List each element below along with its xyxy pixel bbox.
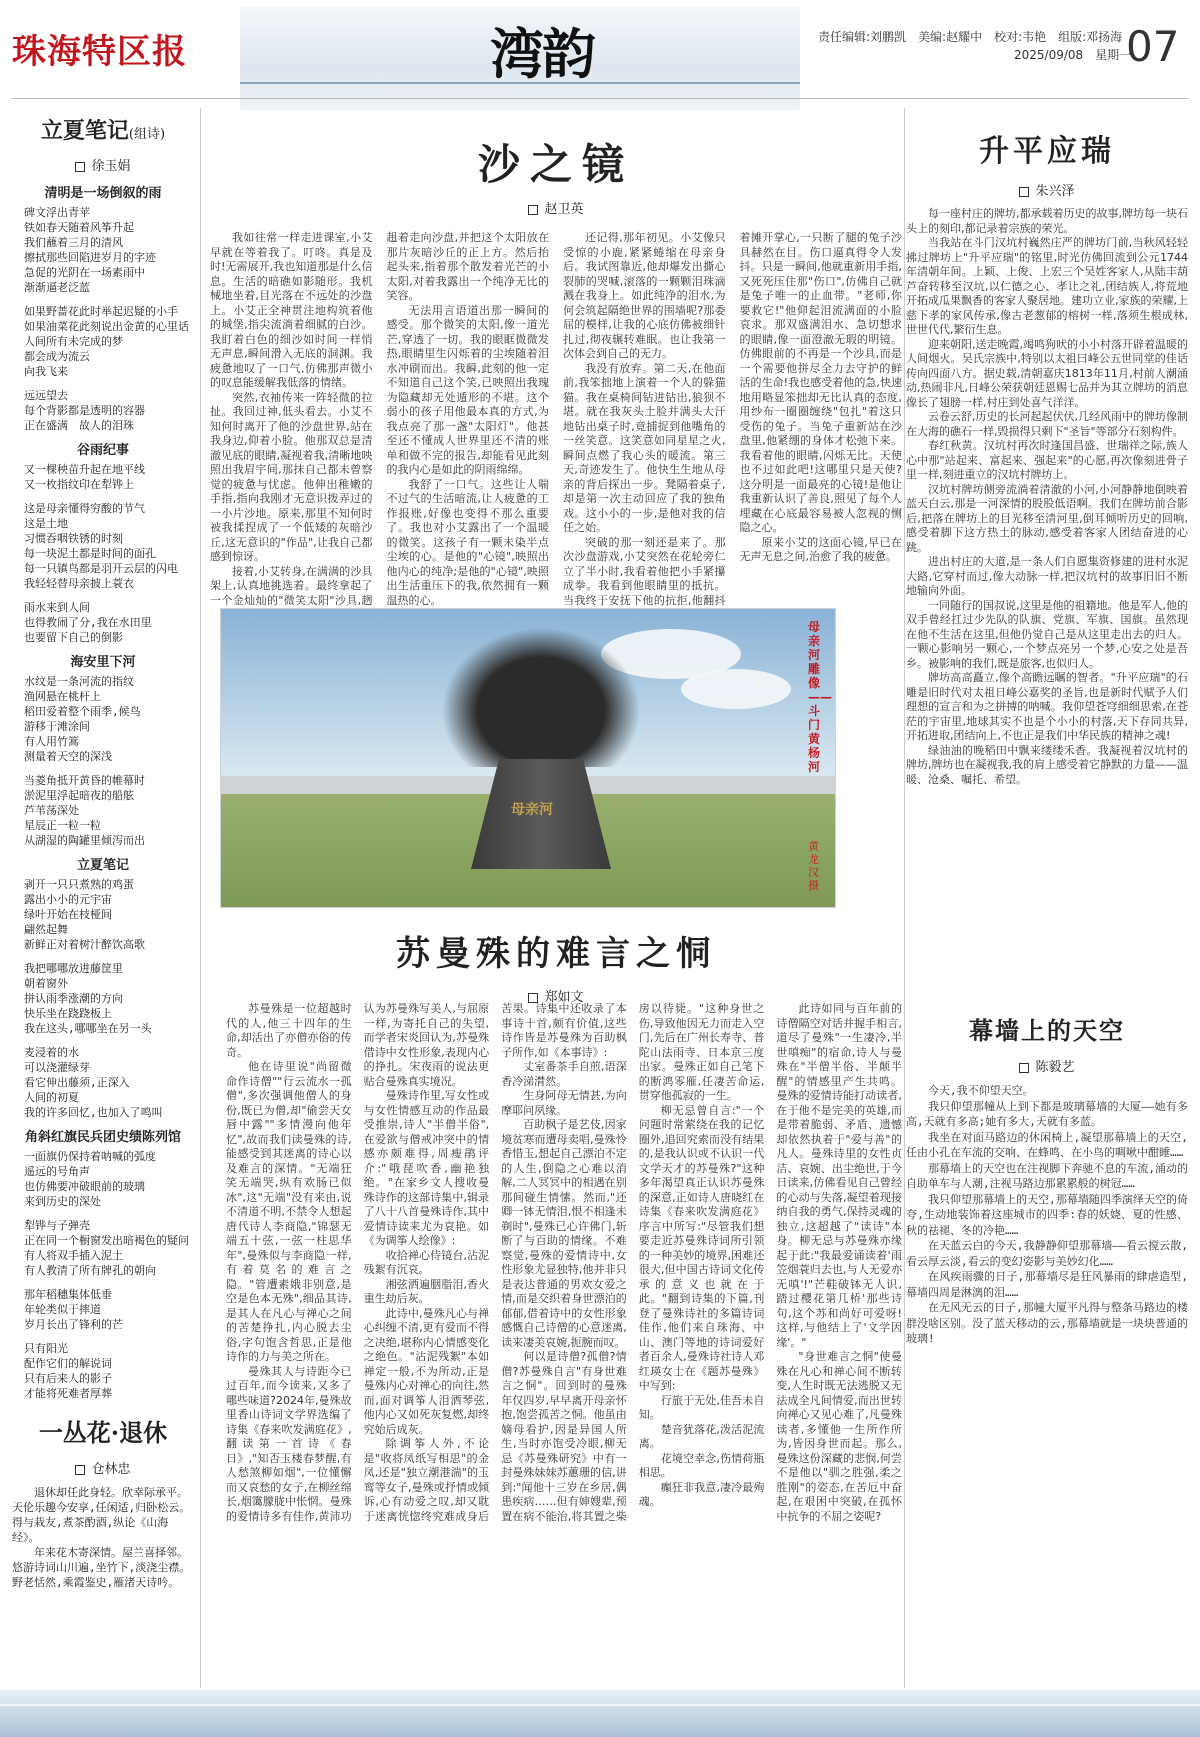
poem-line: 又一棵秧苗升起在地平线 (24, 463, 145, 476)
poem-line: 渔网悬在桃杆上 (24, 690, 101, 703)
poem-line: 游移于滩涂间 (24, 720, 90, 733)
right-column (906, 104, 1188, 1423)
poem-section-heading: 谷雨纪事 (76, 443, 129, 458)
poem-line: 年轮类似于摔道 (24, 1303, 101, 1316)
poem-line: 水纹是一条河流的指纹 (24, 675, 134, 688)
paragraph: 湘弦洒遍胭脂泪,香火重生劫后灰。 (363, 1277, 490, 1305)
paragraph: 丈室番茶手自煎,语深香冷涕潸然。 (501, 1060, 627, 1088)
poem-line: 测量着天空的深浅 (24, 750, 112, 763)
poem-line: 这是母亲懂得穷酸的节气 (24, 502, 145, 515)
left-column (12, 104, 194, 1684)
article2-body (226, 1002, 902, 1530)
poem-section-heading: 海安里下河 (70, 655, 136, 670)
poem-line: 擦拭那些回陷进岁月的字迹 (24, 251, 156, 264)
stanza-gap (24, 295, 194, 304)
article2-byline: 郑如文 (210, 986, 902, 1005)
poem-stanzas (12, 462, 194, 645)
poem-line: 看它伸出藤须,正深入 (24, 1076, 130, 1089)
paragraph: 牌坊高高矗立,像个高瞻远瞩的智者。"升平应瑞"的石雕是旧时代对太祖日峰公嘉奖的圣旨,也是新时代赋予人们理想的宣言和为之拼搏的呐喊。我仰望苍穹细细思索,在苍茫的宇宙里,地球其实不也是个小小的村落,天下存同共异,开拓进取,团结向上,不也正是我们中华民族的精神之魂! (906, 671, 1188, 742)
poem2-body (12, 1126, 194, 1401)
poem-line: 才能将死难者厚葬 (24, 1387, 112, 1400)
poem-line: 年来花木寄深情。屋兰喜择邻。悠游诗词山川遍,坐竹下,淡浇尘襟。野老恬然,乘霞鉴史,雁渚天诗吟。 (12, 1546, 191, 1589)
poem-line: 碑文浮出青苹 (24, 206, 90, 219)
poem-line: 剥开一只只煮熟的鸡蛋 (24, 878, 134, 891)
paragraph: 癫狂非我意,凄冷最殉魂。 (638, 1480, 765, 1508)
right-article2-body (906, 1083, 1188, 1423)
paragraph: 每一座村庄的牌坊,都承载着历史的故事,牌坊每一块石头上的刻印,都记录着宗族的荣光。 (906, 207, 1188, 235)
poem-line: 都会成为流云 (24, 350, 90, 363)
paragraph: 还记得,那年初见。小艾像只受惊的小鹿,紧紧蜷缩在母亲身后。我试图靠近,他却爆发出撕心裂肺的哭喊,滚落的一颗颗泪珠滴溅在我身上。如此纯净的泪水,为何会筑起隔绝世界的围墙呢?那委屈的模样,让我的心底仿佛被细针扎过,彻夜辗转难眠。也让我第一次体会到自己的无力。 (563, 231, 726, 360)
paragraph: 进出村庄的大道,是一条人们自愿集资修建的进村水泥大路,它穿村而过,像大动脉一样,把汉坑村的故事旧旧不断地输向外面。 (906, 555, 1188, 597)
poem-line: 配作它们的解说词 (24, 1357, 112, 1370)
pedestal-inscription: 母亲河 (511, 802, 553, 818)
paragraph: 百助枫子是艺伎,因家境贫寒而遭母卖唱,曼殊怜香惜玉,想起自己漂泊不定的人生,倒隐之心难以消解,二人冥冥中的相遇在别那间碰生情愫。然而,"还卿一钵无情泪,恨不相逢未剃时",曼殊已心许佛门,斩断了与百助的情缘。不难察觉,曼殊的爱情诗中,女性形象尤显独特,他并非只是表达普通的男欢女爱之情,而是交织着身世漂泊的郁郁,借着诗中的女性形象感慨自己诗僧的心意迷离,读来凄美哀婉,扼腕而叹。 (501, 1118, 627, 1349)
poem-line: 快乐坐在跷跷板上 (24, 1007, 112, 1020)
stanza-gap (24, 379, 194, 388)
poem-line: 远远望去 (24, 389, 68, 402)
poem-line: 露出小小的元宇宙 (24, 893, 112, 906)
stanza-gap (24, 1036, 194, 1045)
statue-figure (441, 627, 641, 767)
paragraph: 花境空幸念,伤情荷瓶相思。 (638, 1451, 765, 1479)
paragraph: 我坐在对面马路边的休闲椅上,凝望那幕墙上的天空,任由小孔在车流的交响、在蜂鸣、在小鸟的啁啾中酣睡…… (906, 1130, 1188, 1159)
paragraph: 我只仰望那幢从上到下都是玻璃幕墙的大厦——她有多高,天就有多高;她有多大,天就有多蓝。 (906, 1099, 1188, 1128)
byline-box-icon (1019, 1063, 1029, 1073)
poem-line: 一面旗仍保持着呐喊的弧度 (24, 1150, 156, 1163)
stanza-gap (24, 1278, 194, 1287)
paragraph: 在无风无云的日子,那幢大厦平凡得与整条马路边的楼群没啥区别。没了蓝天移动的云,那幕墙就是一块块普通的玻璃! (906, 1301, 1188, 1345)
poem-line: 铁如春天随着风筝升起 (24, 221, 134, 234)
poem-line: 人间所有未完成的梦 (24, 335, 123, 348)
poem-line: 新鲜正对着树汁醉饮高歌 (24, 938, 145, 951)
poem-line: 也得教闹了分,我在水田里 (24, 616, 152, 629)
poem-line: 正在同一个橱窗发出暗褐色的疑问 (24, 1234, 189, 1247)
poem-line: 有人用竹篙 (24, 735, 79, 748)
paragraph: 行旅于无处,佳吾未自知。 (638, 1393, 765, 1421)
poem-line: 每一只镇鸟都是羽开云层的闪电 (24, 562, 178, 575)
poem-line: 那年稻穗集体低垂 (24, 1288, 112, 1301)
paragraph: 柳无忌曾自言:"一个问题时常萦绕在我的记忆圈外,追回究索而没有结果的,是我认识或不认识一代文学天才的苏曼殊?"这种多年渴望真正认识苏曼殊的深意,正如诗人唐晓红在诗集《春来吹发满庭花》序言中所写:"尽管我们想要走近苏曼殊诗词所引领的一种美妙的境界,困难还很大,但中国古诗词文化传承的意义也就在于此。"翻到诗集的下篇,刊登了曼殊诗社的多篇诗词佳作,他们来自珠海、中山、澳门等地的诗词爱好者百余人,曼殊诗社诗人邓红瑛女士在《题苏曼殊》中写到: (638, 1103, 765, 1392)
poem-line: 人间的初夏 (24, 1091, 79, 1104)
paragraph: 突破的那一刻还是来了。那次沙盘游戏,小艾突然在花轮旁仁立了半小时,我看着他把小手紧攥成拳。我看到他眼睛里的抵抗。当我终于安抚下他的抗拒,他翻抖着摊开掌心,一只断了腿的兔子沙具赫然在目。伤口逼真得令人发抖。只是一瞬间,他就重新用手指,又死死压住那"伤口",仿佛自己就是兔子唯一的止血带。"老师,你要救它!"他仰起泪流满面的小脸哀求。那双盛满泪水、急切想求的眼睛,像一面澄澈无瑕的明镜。仿佛眼前的不再是一个沙具,而是一个需要他拼尽全力去守护的鲜活的生命!我也感受着他的急,快速地用略显笨拙却无比认真的态度,用纱布一圈圈缠绕"包扎"着这只受伤的兔子。当兔子重新站在沙盘里,他紧绷的身体才松弛下来。我看着他的眼睛,闪烁无比。天使也不过如此吧!这哪里只是天使?这分明是一面最亮的心镜!是他让我重新认识了善良,照见了每个人埋藏在心底最容易被人忽视的恻隐之心。 (563, 231, 902, 607)
byline-box-icon (1019, 187, 1029, 197)
poem-line: 如果野蔷花此时举起迟疑的小手 (24, 305, 178, 318)
poem-line: 每个背影都是透明的容器 (24, 404, 145, 417)
poem-line: 也要留下自己的倒影 (24, 631, 123, 644)
poem-line: 只有后来人的影子 (24, 1372, 112, 1385)
paragraph: 在天蓝云白的今天,我静静仰望那幕墙——看云搅云散,看云厚云淡,看云的变幻姿影与美妙幻化…… (906, 1239, 1188, 1268)
photo-credit: 黄龙汉 摄 (808, 840, 819, 892)
poem-line: 有人将双手插入泥土 (24, 1249, 123, 1262)
column-divider (200, 108, 201, 1688)
section-title: 湾韵 (490, 22, 594, 86)
poem-line: 如果油菜花此刻说出金黄的心里话 (24, 320, 189, 333)
poem1-body (12, 182, 194, 1120)
issue-date: 2025/09/08 星期一 (1014, 48, 1132, 62)
center-column (210, 104, 902, 621)
page-header (0, 0, 1200, 96)
paragraph: 云卷云舒,历史的长河起起伏伏,几经风雨中的牌坊像制在大海的礁石一样,毁损得只剩下"圣旨"等部分石刻构件。 (906, 410, 1188, 438)
paragraph: 迎来朝阳,送走晚霞,竭鸣狗吠的小小村落开辟着温暖的人间烟火。吴氏宗族中,特别以太祖曰峰公五世同堂的佳话传向四面八方。据史载,清朝嘉庆1813年11月,村前人潮涌动,热闹非凡,日峰公荣获朝廷恩赐七品并为其立牌坊的消息像长了翅膀一样,村庄到处喜气洋洋。 (906, 337, 1188, 409)
poem3-byline: 仓林忠 (12, 1458, 194, 1477)
poem-line: 有人教清了所有牌孔的朝向 (24, 1264, 156, 1277)
paragraph: 汉坑村牌坊侧旁流淌着清澈的小河,小河静静地倒映着蓝天白云,那是一河深情的股股低语啊。我们在牌坊前合影后,把落在牌坊上的目光移至清河里,倒耳倾听历史的回响,感受着脚下这方热土的脉动,感受着客家人团结奋进的心跳。 (906, 482, 1188, 554)
poem-line: 稻田爱着整个雨季,候鸟 (24, 705, 141, 718)
paragraph: 突然,衣袖传来一阵轻微的拉扯。我回过神,低头看去。小艾不知何时离开了他的沙盘世界,站在我身边,仰着小脸。他那双总是清澈见底的眼睛,凝视着我,清晰地映照出我眉宇间,那抹自己都未曾察觉的疲惫与忧虑。他伸出稚嫩的手指,指向我刚才无意识拨弄过的一小片沙地。原来,那里不知何时被我揉捏成了一个低矮的灰暗沙丘,这无意识的"作品",让我自己都感到惊讶。 (210, 390, 373, 563)
right-article1-title: 升平应瑞 (979, 134, 1115, 169)
paragraph: 他在诗里说"尚留微命作诗僧""行云流水一孤僧",多次强调他僧人的身份,既已为僧,却"偷尝天女唇中露""多情漫向他年忆",故而我们读曼殊的诗,能感受到其迷离的诗心以及难言的深情。"无端狂笑无端哭,纵有欢肠已似冰",这"无端"没有来由,说不清道不明,不禁令人想起唐代诗人李商隐,"锦瑟无端五十弦,一弦一柱思华年",曼殊似与李商隐一样,有着莫名的难言之隐。"管遭素娥非别意,是空是色本无殊",细品其诗,是其人在凡心与禅心之间的苦楚挣扎,内心脱去尘俗,字句饱含哲思,正是他诗作的力与美之所在。 (226, 1060, 352, 1363)
byline-box-icon (528, 993, 538, 1003)
poem-line: 每一块泥土都是时间的面孔 (24, 547, 156, 560)
byline-box-icon (75, 1465, 85, 1475)
poem-line: 犁铧与子弹壳 (24, 1219, 90, 1232)
editor-credits: 责任编辑:刘鹏凯 美编:赵耀中 校对:韦艳 组版:邓扬海 (818, 30, 1123, 44)
paragraph: 无法用言语道出那一瞬间的感受。那个微笑的太阳,像一道光芒,穿透了一切。我的眼眶微微发热,眼睛里生闪烁着的尘埃随着泪水冲刷而出。我瞬,此刻的他一定不知道自己这个笑,已映照出我瑰为隐藏却无处遁形的不堪。这个弱小的孩子用他最本真的方式,为我点亮了那一盏"太阳灯"。他甚至还不懂成人世界里还不清的账单和做不完的报告,却能看见此刻的我内心是如此的阴雨绵绵。 (386, 303, 549, 476)
article2-title: 苏曼殊的难言之恫 (396, 934, 716, 974)
poem-line: 从湖湿的陶罐里倾泻而出 (24, 834, 145, 847)
poem-line: 星辰正一粒一粒 (24, 819, 101, 832)
stanza-gap (24, 591, 194, 600)
poem-line: 急促的光阴在一场素雨中 (24, 266, 145, 279)
photo-cloud (681, 669, 791, 709)
poem-line: 当菱角抵开黄昏的帷幕时 (24, 774, 145, 787)
paragraph: 曼殊诗作里,写女性或与女性情感互动的作品最受推崇,诗人"半僧半俗",在爱欲与僧戒冲突中的情感亦颇难得,周瘦鹃评介:"哦琵吹香,幽艳独绝。"在家乡文人搜收曼殊诗作的这部诗集中,辑录了八十八首曼殊诗作,其中爱情诗读来尤为哀艳。如《为调筝人绘像》: (363, 1089, 490, 1247)
wave-line (0, 1704, 1200, 1710)
poem-section-heading: 角斜红旗民兵团史绩陈列馆 (24, 1130, 181, 1145)
paragraph: 此诗中,曼殊凡心与禅心纠缠不清,更有爱而不得之决绝,堪称内心情感变化之绝色。"沾泥残絮"本如禅定一般,不为所动,正是曼殊内心对禅心的向往,然而,面对调筝人泪洒琴弦,他内心又如死灰复燃,却终究始后成灰。 (363, 1306, 490, 1436)
paragraph: 今天,我不仰望天空。 (928, 1084, 1034, 1097)
byline-box-icon (528, 205, 538, 215)
poem-stanzas (12, 674, 194, 848)
header-divider (12, 98, 1188, 99)
poem-line: 向我飞来 (24, 365, 68, 378)
poem-line: 拼认雨季涨潮的方向 (24, 992, 123, 1005)
paragraph: 我只仰望那幕墙上的天空,那幕墙随四季演绎天空的倚夸,生动地装饰着这座城市的四季:春的妖娆、夏的性感、秋的祛褪、冬的冷艳…… (906, 1192, 1188, 1237)
poem-stanzas (12, 205, 194, 433)
paragraph: 收拾禅心侍镜台,沾泥残絮有沉哀。 (363, 1248, 490, 1276)
poem-line: 淤泥里浮起暗夜的船舷 (24, 789, 134, 802)
poem-line: 翩然起舞 (24, 923, 68, 936)
paragraph: 除调筝人外,不论是"收将凤纸写相思"的金凤,还是"独立潮港湍"的玉鸾等女子,曼殊或抒情或倾诉,心有动爱之叹,却又耽于迷离恍惚终究难成身后苦果。诗集中还收录了本事诗十首,颇有价值,这些诗作皆是苏曼殊为百助枫子所作,如《本事诗》: (363, 1002, 627, 1523)
poem-line: 岁月长出了锋利的芒 (24, 1318, 123, 1331)
poem-line: 我们蘸着三月的清风 (24, 236, 123, 249)
poem-line: 也仿佛要冲破眼前的玻璃 (24, 1180, 145, 1193)
stanza-gap (24, 1209, 194, 1218)
article1-body (210, 231, 902, 621)
paragraph: 何以是诗僧?孤僧?情僧?苏曼殊自言"有身世难言之恫"。回到时的曼殊年仅四岁,早早离开母亲怀抱,饱尝孤苦之恫。他虽由嫡母看护,因是异国人所生,当时亦饱受冷眼,柳无忌《苏曼殊研究》中有一封曼殊妹妹苏蕙珊的信,讲到:"闻他十三岁在乡居,偶患疾病……但有婶嫂辈,预置在病不能治,将其置之柴房以待毙。"这种身世之伤,导致他因无力而走入空门,先后在广州长寿寺、普陀山法雨寺、日本京三度出家。曼殊正如自己笔下的断鸿零雁,任凄苦命运,贯穿他孤寂的一生。 (501, 1002, 765, 1523)
masthead: 珠海特区报 (12, 32, 187, 72)
poem-line: 正在盛满 故人的泪珠 (24, 419, 134, 432)
poem-line: 雨水来到人间 (24, 601, 90, 614)
byline-box-icon (75, 162, 85, 172)
poem3-body (12, 1485, 194, 1590)
poem-line: 麦浸着的水 (24, 1046, 79, 1059)
poem3-title: 一丛花·退休 (38, 1418, 168, 1447)
poem-line: 又一枚指纹印在犁铧上 (24, 478, 134, 491)
paragraph: 绿油油的晚稻田中飘来缕缕禾香。我凝视着汉坑村的牌坊,牌坊也在凝视我,我的肩上感受着它静默的力量——温暖、沧桑、嘱托、希望。 (906, 743, 1188, 786)
poem-line: 遥远的号角声 (24, 1165, 90, 1178)
poem-line: 这是土地 (24, 517, 68, 530)
stanza-gap (24, 764, 194, 773)
paragraph: 此诗如同与百年前的诗僧隔空对话并握手相言,道尽了曼殊"一生凄冷,半世嗔痴"的宿命,诗人与曼殊在"半僧半俗、半颠半醒"的情感里产生共鸣。曼殊的爱情诗能打动读者,在于他不是完美的英雄,而是带着脆弱、矛盾、遗憾却依然执着于"爱与善"的凡人。曼殊诗里的女性贞洁、哀婉、出尘绝世,于今日读来,仿佛看见自己曾经的心动与失落,凝望着现接纳自我的勇气,保持灵魂的独立,这超越了"读诗"本身。柳无忌与苏曼殊亦缘起于此:"我最爱诵读着'雨笠烟蓑归去也,与人无爱亦无嗔'!"芒鞋破钵无人识,踏过樱花第几桥'那些诗句,这个苏和尚好可爱呀!这样,与他结上了'文学因缘'。" (776, 1002, 902, 1349)
right-article1-byline: 朱兴泽 (906, 180, 1188, 199)
paragraph: 当我站在斗门汉坑村巍然庄严的牌坊门前,当秋风轻轻拂过牌坊上"升平应瑞"的铭里,时光仿佛回流到公元1744年清朝年间。上颖、上俊、上宏三个吴姓客家人,从陆丰葫芦奋转移至汉坑,以仁德之心、孝让之礼,团结族人,将荒地开拓成瓜果飘香的客家人聚居地。建功立业,家族的荣耀,上慈下孝的家风传承,像古老葱郁的榕树一样,落须生根成林,世世代代,繁衍生息。 (906, 236, 1188, 336)
paragraph: 春红秋黄。汉坑村再次时逢国昌盛、世瑞祥之际,族人心中那"站起来、富起来、强起来"的心愿,再次像刻进骨子里一样,刻进重立的汉坑村牌坊上。 (906, 439, 1188, 481)
paragraph: 一同随行的国叔说,这里是他的祖籍地。他是军人,他的双手曾经扛过少先队的队旗、党旗、军旗、国旗。虽然现在他不生活在这里,但他仍觉自己是从这里走出去的归人。一颗心影响另一颗心,一个梦点亮另一个梦,心安之处是吾乡。被影响的我们,既是旅客,也似归人。 (906, 598, 1188, 670)
poem-line: 我轻轻替母亲披上蓑衣 (24, 577, 134, 590)
paragraph: 我没有放弃。第二天,在他面前,我笨拙地上演着一个人的躲猫猫。我在桌椅间钻进钻出,狼狈不堪。就在我灰头土脸并满头大汗地钻出桌子时,竟捕捉到他嘴角的一丝笑意。这笑意如同星星之火,瞬间点燃了我心头的暖流。第三天,奇迹发生了。他快生生地从母亲的背后探出一步。凳隔着桌子,却是第一次主动回应了我的独角戏。这小小的一步,是他对我的信任之始。 (563, 361, 726, 534)
article1-byline: 赵卫英 (210, 198, 902, 217)
poem-section-heading: 立夏笔记 (76, 858, 129, 873)
right-article2-byline: 陈毅艺 (906, 1056, 1188, 1075)
paragraph: 生身阿母无情甚,为向摩耶问夙缘。 (501, 1089, 627, 1117)
poem-line: 朝着窗外 (24, 977, 68, 990)
paragraph: "身世难言之恫"使曼殊在凡心和禅心间不断转变,人生时既无法逃脱又无法成全凡间情爱,而出世转向禅心又见心难了,凡曼殊读者,多懂他一生所作所为,皆因身世而起。那么,曼殊这份深藏的悲悯,何尝不是他以"驯之胜强,柔之胜刚"的姿态,在苦厄中奋起,在艰困中突破,在孤怀中抗争的不屈之姿呢? (776, 1350, 902, 1523)
column-divider (904, 108, 905, 1688)
page-meta (818, 28, 1131, 64)
poem-line: 渐渐逼老泛蓝 (24, 281, 90, 294)
poem-stanzas (12, 877, 194, 1120)
poem-line: 来到历史的深处 (24, 1195, 101, 1208)
poem-line: 绿叶开始在枝桠间 (24, 908, 112, 921)
right-article1-body (906, 207, 1188, 997)
paragraph: 那幕墙上的天空也在注视脚下奔驰不息的车流,涌动的自助单车与人潮,注视马路边那累累般的树冠…… (906, 1161, 1188, 1190)
poem1-byline: 徐玉娟 (12, 155, 194, 174)
stanza-gap (24, 492, 194, 501)
poem-line: 芦苇荡深处 (24, 804, 79, 817)
paragraph: 我如往常一样走进课室,小艾早就在等着我了。叮咚。真是及时!无需展开,我也知道那是什么信息。生活的暗礁如影随形。我机械地坐着,目光落在不远处的沙盘上。小艾正全神贯注地构筑着他的城堡,指尖流淌着细腻的白沙。我盯着白色的细沙如时间一样悄无声息,瞬间滑入无底的洞渊。我疲惫地叹了一口气,仿佛那声微小的叹息能缓解我低落的情绪。 (210, 231, 373, 389)
paragraph: 我舒了一口气。这些让人喘不过气的生活暗流,让人疲惫的工作报账,好像也变得不那么重要了。我也对小艾露出了一个温暖的微笑。这孩子有一颗未染半点尘埃的心。是他的"心镜",映照出他内心的纯净;是他的"心镜",映照出生活重压下的我,依然拥有一颗温热的心。 (386, 477, 549, 607)
poem-line: 退休却任此身轻。欣幸际承平。天伦乐趣今安享,任闲适,归卧松云。得与栽友,煮茶酌酒,纵论《山海经》。 (12, 1486, 191, 1544)
page-number: 07 (1126, 22, 1180, 71)
paragraph: 楚音犹落花,泼活泥流离。 (638, 1422, 765, 1450)
paragraph: 接着,小艾转身,在满满的沙具架上,认真地挑选着。最终拿起了一个金灿灿的"微笑太阳"沙具,趔趄着走向沙盘,并把这个太阳放在那片灰暗沙丘的正上方。然后抬起头来,指着那个散发着光芒的小太阳,对着我露出一个纯净无比的笑容。 (210, 231, 549, 607)
statue-photo (220, 608, 836, 908)
stanza-gap (24, 1332, 194, 1341)
stanza-gap (24, 952, 194, 961)
poem-line: 可以浇灌绿芽 (24, 1061, 90, 1074)
poem-line: 我把哪哪放进藤筐里 (24, 962, 123, 975)
poem-section-heading: 清明是一场倒叙的雨 (44, 186, 162, 201)
footer-wave-graphic (0, 1690, 1200, 1737)
paragraph: 曼殊其人与诗距今已过百年,而今读来,又多了哪些味道?2024年,曼殊故里香山诗词文学界选编了诗集《春来吹发满庭花》,翻读第一首诗《春日》,"知否玉楼春梦醒,有人愁煞柳如烟",一位懂懈而又哀愁的女子,在柳丝绵长,烟霭朦胧中怅惘。曼殊的爱情诗多有佳作,黄沛功认为苏曼殊写美人,与屈原一样,为寄托自己的失望,而学者宋炎回认为,苏曼殊借诗中女性形象,表现内心的挣扎。宋夜雨的说法更贴合曼殊真实境况。 (226, 1002, 490, 1523)
paragraph: 在风疾雨骤的日子,那幕墙尽是狂风暴雨的肆虐造型,幕墙四周是淋漓的泪…… (906, 1270, 1188, 1299)
poem-line: 我在这头,哪哪坐在另一头 (24, 1022, 152, 1035)
paragraph: 原来小艾的这面心镜,早已在无声无息之间,治愈了我的疲惫。 (739, 535, 902, 563)
poem1-title: 立夏笔记(组诗) (40, 118, 166, 144)
poem-line: 我的许多回忆,也加入了鸣叫 (24, 1106, 163, 1119)
poem-line: 只有阳光 (24, 1342, 68, 1355)
poem-line: 习惯吞咽铁锈的时刻 (24, 532, 123, 545)
paragraph: 苏曼殊是一位超越时代的人,他三十四年的生命,却活出了亦僧亦俗的传奇。 (226, 1002, 352, 1059)
poem-stanzas (12, 1149, 194, 1401)
photo-caption: 母亲河雕像——斗门黄杨河 (808, 620, 832, 774)
right-article2-title: 幕墙上的天空 (969, 1016, 1125, 1045)
article1-title: 沙之镜 (477, 140, 634, 189)
